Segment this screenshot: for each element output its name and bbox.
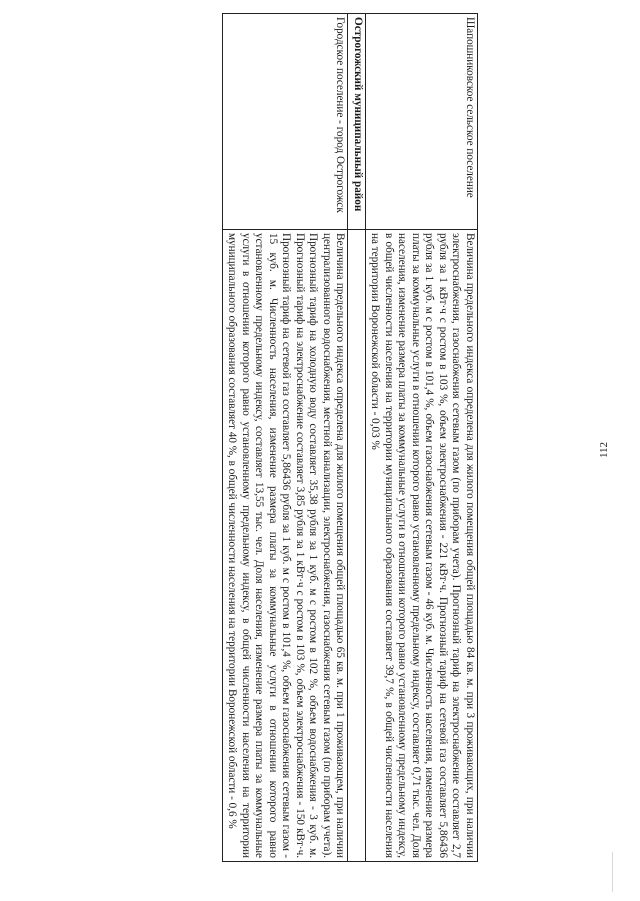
table-row — [223, 14, 349, 862]
page-number: 112 — [598, 441, 610, 459]
rotated-table-container — [40, 13, 478, 861]
index-description: Величина предельного индекса определена для жилого помещения общей площадью 65 кв. м. при 1 проживающем, при наличии централизованного водоснабжения, местной канализации, электроснабжения, газоснабжения сетевым газом (по приборам учета). Прогнозный тариф на холодную воду составляет 35,38 рубля за 1 куб. м с ростом в 102 %, объем водоснабжения - 3 куб. м. Прогнозный тариф на электроснабжение составляет 3,85 рубля за 1 кВт·ч с ростом в 103 %, объем электроснабжения - 150 кВт·ч. Прогнозный тариф на сетевой газ составляет 5,86436 рубля за 1 куб. м с ростом в 101,4 %, объем газоснабжения сетевым газом - 15 куб. м. Численность населения, изменение размера платы за коммунальные услуги в отношении которого равно установленному предельному индексу, составляет 13,55 тыс. чел. Доля населения, изменение размера платы за коммунальные услуги в отношении которого равно установленному предельному индексу, в общей численности населения на территории муниципального образования составляет 40 %, в общей численности населения на территории Воронежской области - 0,6 % — [223, 230, 349, 862]
region-name: Острогожский муниципальный район — [348, 14, 366, 230]
index-description: Величина предельного индекса определена для жилого помещения общей площадью 84 кв. м. при 3 проживающих, при наличии электроснабжения, газоснабжения сетевым газом (по приборам учета). Прогнозный тариф на электроснабжение составляет 2,7 рубля за 1 кВт·ч с ростом в 103 %, объем электроснабжения - 221 кВт·ч. Прогнозный тариф на сетевой газ составляет 5,86436 рубля за 1 куб. м с ростом в 101,4 %, объем газоснабжения сетевым газом - 46 куб. м. Численность населения, изменение размера платы за коммунальные услуги в отношении которого равно установленному предельному индексу, составляет 0,71 тыс. чел. Доля населения, изменение размера платы за коммунальные услуги в отношении которого равно установленному предельному индексу, в общей численности населения на территории муниципального образования составляет 39,7 %, в общей численности населения на территории Воронежской области - 0,03 % — [366, 230, 478, 862]
scan-edge-line — [612, 852, 613, 892]
settlement-name: Шапошниковское сельское поселение — [366, 14, 478, 230]
settlement-name: Городское поселение - город Острогожск — [223, 14, 349, 230]
region-empty-cell — [348, 230, 366, 862]
tariff-table — [222, 13, 478, 862]
table-row — [366, 14, 478, 862]
region-row — [348, 14, 366, 862]
